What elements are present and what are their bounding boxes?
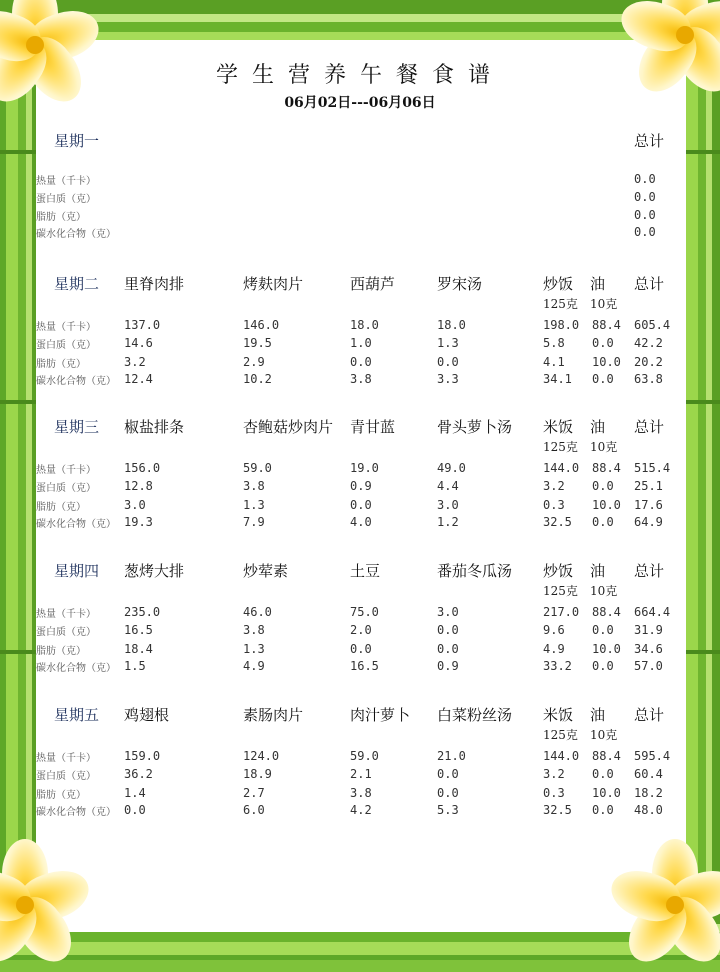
nutrient-label: 脂肪（克）	[36, 790, 86, 801]
nutrient-label: 脂肪（克）	[36, 646, 86, 657]
nutrient-value: 32.5	[543, 515, 572, 529]
flower-center	[676, 26, 694, 44]
dish-name: 番茄冬瓜汤	[437, 562, 513, 580]
dish-name: 葱烤大排	[124, 562, 185, 580]
nutrient-value: 42.2	[634, 336, 663, 350]
nutrient-value: 10.0	[592, 355, 621, 369]
dish-name: 杏鲍菇炒肉片	[243, 418, 334, 436]
nutrient-value: 0.0	[592, 336, 614, 350]
nutrient-value: 3.8	[350, 786, 372, 800]
nutrient-value: 36.2	[124, 767, 153, 781]
nutrient-value: 1.5	[124, 659, 146, 673]
nutrient-value: 605.4	[634, 318, 671, 332]
dish-name: 骨头萝卜汤	[437, 418, 513, 436]
nutrient-value: 88.4	[592, 605, 621, 619]
nutrient-value: 0.0	[634, 172, 656, 186]
nutrient-label: 脂肪（克）	[36, 359, 86, 370]
nutrient-value: 3.8	[243, 623, 265, 637]
nutrient-value: 235.0	[124, 605, 161, 619]
bamboo-knot	[0, 150, 36, 154]
nutrient-value: 0.9	[437, 659, 459, 673]
nutrient-value: 88.4	[592, 318, 621, 332]
dish-name: 炒荤素	[243, 562, 289, 580]
nutrient-value: 88.4	[592, 461, 621, 475]
nutrient-value: 0.0	[437, 355, 459, 369]
nutrient-value: 3.8	[350, 372, 372, 386]
dish-name: 油	[590, 418, 606, 436]
bamboo-knot	[686, 150, 720, 154]
nutrient-value: 6.0	[243, 803, 265, 817]
nutrient-label: 碳水化合物（克）	[36, 519, 116, 530]
nutrient-value: 0.3	[543, 498, 565, 512]
nutrient-label: 碳水化合物（克）	[36, 807, 116, 818]
nutrient-value: 12.8	[124, 479, 153, 493]
nutrient-value: 664.4	[634, 605, 671, 619]
portion-unit: 125克	[543, 440, 578, 454]
portion-unit: 125克	[543, 728, 578, 742]
nutrient-value: 198.0	[543, 318, 580, 332]
nutrient-label: 热量（千卡）	[36, 176, 96, 187]
nutrient-value: 31.9	[634, 623, 663, 637]
nutrient-value: 0.0	[592, 659, 614, 673]
flower-center	[666, 896, 684, 914]
nutrient-value: 18.4	[124, 642, 153, 656]
nutrient-value: 0.0	[592, 767, 614, 781]
nutrient-value: 0.0	[350, 498, 372, 512]
nutrient-value: 1.4	[124, 786, 146, 800]
bamboo-knot	[686, 650, 720, 654]
dish-name: 油	[590, 706, 606, 724]
nutrient-value: 64.9	[634, 515, 663, 529]
nutrient-value: 0.0	[437, 786, 459, 800]
nutrient-label: 蛋白质（克）	[36, 483, 96, 494]
nutrient-value: 17.6	[634, 498, 663, 512]
total-header: 总计	[634, 418, 665, 436]
nutrient-value: 0.0	[437, 767, 459, 781]
bamboo-knot	[0, 650, 36, 654]
nutrient-label: 热量（千卡）	[36, 609, 96, 620]
portion-unit: 10克	[590, 584, 618, 598]
nutrient-value: 3.8	[243, 479, 265, 493]
dish-name: 里脊肉排	[124, 275, 185, 293]
nutrient-value: 88.4	[592, 749, 621, 763]
nutrient-value: 60.4	[634, 767, 663, 781]
nutrient-value: 3.0	[124, 498, 146, 512]
nutrient-value: 0.0	[592, 515, 614, 529]
dish-name: 土豆	[350, 562, 381, 580]
nutrient-value: 4.0	[350, 515, 372, 529]
nutrient-value: 2.1	[350, 767, 372, 781]
nutrient-value: 9.6	[543, 623, 565, 637]
nutrient-value: 16.5	[350, 659, 379, 673]
nutrient-value: 18.9	[243, 767, 272, 781]
nutrient-value: 0.0	[437, 623, 459, 637]
nutrient-value: 0.0	[350, 355, 372, 369]
nutrient-value: 12.4	[124, 372, 153, 386]
nutrient-value: 20.2	[634, 355, 663, 369]
nutrient-value: 0.0	[634, 190, 656, 204]
nutrient-label: 脂肪（克）	[36, 502, 86, 513]
nutrient-value: 10.0	[592, 642, 621, 656]
bamboo-knot	[0, 400, 36, 404]
nutrient-value: 46.0	[243, 605, 272, 619]
nutrient-value: 59.0	[243, 461, 272, 475]
nutrient-value: 595.4	[634, 749, 671, 763]
nutrient-value: 3.2	[124, 355, 146, 369]
nutrient-value: 146.0	[243, 318, 280, 332]
dish-name: 鸡翅根	[124, 706, 170, 724]
nutrient-label: 蛋白质（克）	[36, 194, 96, 205]
nutrient-value: 10.0	[592, 498, 621, 512]
day-label: 星期四	[54, 562, 100, 580]
nutrient-label: 蛋白质（克）	[36, 340, 96, 351]
nutrient-value: 34.1	[543, 372, 572, 386]
nutrient-value: 7.9	[243, 515, 265, 529]
nutrient-value: 515.4	[634, 461, 671, 475]
portion-unit: 125克	[543, 297, 578, 311]
nutrient-value: 4.1	[543, 355, 565, 369]
dish-name: 青甘蓝	[350, 418, 396, 436]
nutrient-value: 1.3	[243, 498, 265, 512]
dish-name: 椒盐排条	[124, 418, 185, 436]
nutrient-value: 137.0	[124, 318, 161, 332]
nutrient-value: 159.0	[124, 749, 161, 763]
nutrient-label: 热量（千卡）	[36, 753, 96, 764]
nutrient-value: 3.0	[437, 605, 459, 619]
nutrient-value: 3.2	[543, 767, 565, 781]
nutrient-value: 14.6	[124, 336, 153, 350]
dish-name: 油	[590, 275, 606, 293]
dish-name: 罗宋汤	[437, 275, 483, 293]
nutrient-label: 热量（千卡）	[36, 465, 96, 476]
nutrient-value: 10.0	[592, 786, 621, 800]
nutrient-value: 144.0	[543, 749, 580, 763]
portion-unit: 10克	[590, 728, 618, 742]
day-label: 星期五	[54, 706, 100, 724]
total-header: 总计	[634, 706, 665, 724]
dish-name: 素肠肉片	[243, 706, 304, 724]
nutrient-label: 碳水化合物（克）	[36, 229, 116, 240]
nutrient-value: 3.2	[543, 479, 565, 493]
nutrient-value: 25.1	[634, 479, 663, 493]
nutrient-value: 0.9	[350, 479, 372, 493]
nutrient-value: 18.2	[634, 786, 663, 800]
total-header: 总计	[634, 275, 665, 293]
day-label: 星期二	[54, 275, 100, 293]
dish-name: 米饭	[543, 418, 574, 436]
nutrient-value: 5.8	[543, 336, 565, 350]
flower-bottom-left-icon	[0, 840, 90, 970]
nutrient-value: 0.0	[592, 803, 614, 817]
dish-name: 烤麸肉片	[243, 275, 304, 293]
nutrient-value: 49.0	[437, 461, 466, 475]
nutrient-value: 1.0	[350, 336, 372, 350]
nutrient-value: 3.3	[437, 372, 459, 386]
nutrient-value: 0.0	[437, 642, 459, 656]
flower-center	[26, 36, 44, 54]
nutrient-value: 0.0	[592, 623, 614, 637]
nutrient-value: 19.3	[124, 515, 153, 529]
date-range: 06月02日---06月06日	[284, 95, 436, 111]
flower-center	[16, 896, 34, 914]
nutrient-value: 0.3	[543, 786, 565, 800]
portion-unit: 10克	[590, 297, 618, 311]
nutrient-value: 217.0	[543, 605, 580, 619]
nutrient-label: 热量（千卡）	[36, 322, 96, 333]
nutrient-value: 2.9	[243, 355, 265, 369]
page-title: 学生营养午餐食谱	[215, 63, 504, 88]
nutrient-value: 75.0	[350, 605, 379, 619]
nutrient-label: 碳水化合物（克）	[36, 663, 116, 674]
dish-name: 炒饭	[543, 562, 574, 580]
portion-unit: 10克	[590, 440, 618, 454]
portion-unit: 125克	[543, 584, 578, 598]
nutrient-label: 蛋白质（克）	[36, 771, 96, 782]
dish-name: 白菜粉丝汤	[437, 706, 513, 724]
nutrient-value: 1.3	[243, 642, 265, 656]
nutrient-value: 19.0	[350, 461, 379, 475]
nutrient-value: 0.0	[350, 642, 372, 656]
nutrient-value: 16.5	[124, 623, 153, 637]
nutrient-value: 32.5	[543, 803, 572, 817]
nutrient-value: 10.2	[243, 372, 272, 386]
nutrient-value: 0.0	[124, 803, 146, 817]
nutrient-value: 0.0	[592, 479, 614, 493]
nutrient-value: 57.0	[634, 659, 663, 673]
nutrient-value: 5.3	[437, 803, 459, 817]
nutrient-value: 156.0	[124, 461, 161, 475]
nutrient-value: 33.2	[543, 659, 572, 673]
dish-name: 西葫芦	[350, 275, 396, 293]
nutrient-value: 4.4	[437, 479, 459, 493]
nutrient-value: 34.6	[634, 642, 663, 656]
nutrient-value: 1.2	[437, 515, 459, 529]
nutrient-value: 3.0	[437, 498, 459, 512]
nutrient-value: 1.3	[437, 336, 459, 350]
dish-name: 油	[590, 562, 606, 580]
flower-bottom-right-icon	[610, 840, 720, 970]
nutrient-value: 2.0	[350, 623, 372, 637]
nutrient-label: 脂肪（克）	[36, 212, 86, 223]
nutrient-label: 碳水化合物（克）	[36, 376, 116, 387]
nutrient-value: 0.0	[634, 225, 656, 239]
dish-name: 炒饭	[543, 275, 574, 293]
bamboo-knot	[686, 400, 720, 404]
nutrient-value: 59.0	[350, 749, 379, 763]
nutrient-value: 124.0	[243, 749, 280, 763]
total-header: 总计	[634, 562, 665, 580]
nutrient-value: 48.0	[634, 803, 663, 817]
nutrient-value: 18.0	[350, 318, 379, 332]
nutrient-value: 4.2	[350, 803, 372, 817]
nutrient-value: 21.0	[437, 749, 466, 763]
day-label: 星期三	[54, 418, 100, 436]
nutrient-value: 19.5	[243, 336, 272, 350]
dish-name: 肉汁萝卜	[350, 706, 411, 724]
dish-name: 米饭	[543, 706, 574, 724]
nutrient-value: 0.0	[592, 372, 614, 386]
nutrient-value: 63.8	[634, 372, 663, 386]
nutrient-value: 18.0	[437, 318, 466, 332]
day-label: 星期一	[54, 132, 100, 150]
nutrient-value: 2.7	[243, 786, 265, 800]
nutrient-label: 蛋白质（克）	[36, 627, 96, 638]
nutrient-value: 144.0	[543, 461, 580, 475]
nutrient-value: 4.9	[243, 659, 265, 673]
total-header: 总计	[634, 132, 665, 150]
nutrient-value: 0.0	[634, 208, 656, 222]
nutrient-value: 4.9	[543, 642, 565, 656]
